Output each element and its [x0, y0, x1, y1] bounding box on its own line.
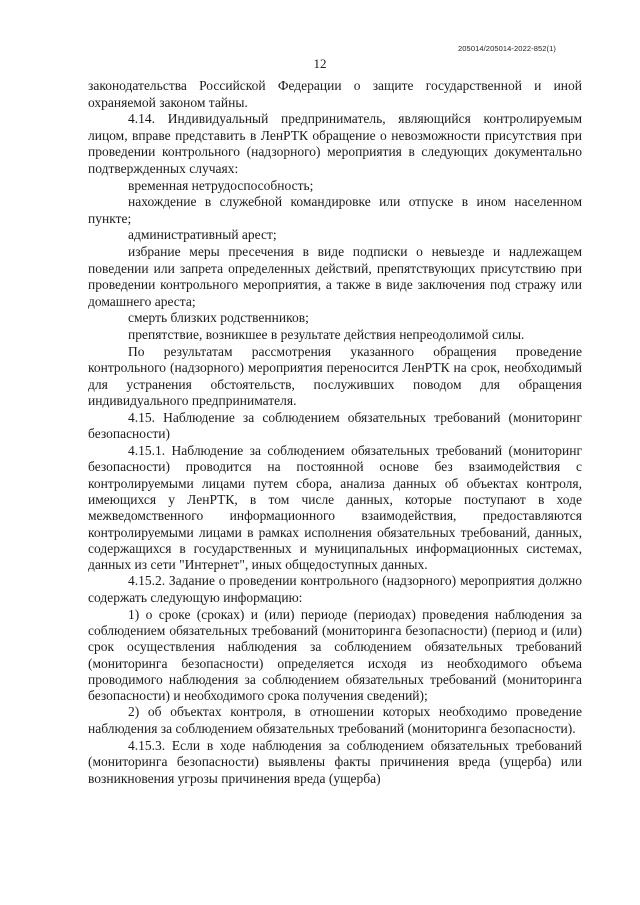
document-id: 205014/205014-2022-852(1) — [458, 44, 556, 53]
page-number: 12 — [313, 56, 327, 71]
paragraph-postponement: По результатам рассмотрения указанного обращения проведение контрольного (надзорного) мероприятия переносится ЛенРТК на срок, необходимый для устранения обстоятельств, послуживших поводом для обращения индивидуального предпринимателя. — [88, 343, 582, 409]
list-item-business-trip: нахождение в служебной командировке или отпуске в ином населенном пункте; — [88, 194, 582, 226]
list-item-death-of-relatives: смерть близких родственников; — [128, 310, 309, 326]
paragraph-4-15-3: 4.15.3. Если в ходе наблюдения за соблюдением обязательных требований (мониторинга безопасности) выявлены факты причинения вреда (ущерба) или возникновения угрозы причинения вреда (ущерба) — [88, 737, 582, 786]
document-body — [88, 78, 582, 787]
paragraph-4-15-2: 4.15.2. Задание о проведении контрольного (надзорного) мероприятия должно содержать следующую информацию: — [88, 573, 582, 606]
list-item-force-majeure: препятствие, возникшее в результате действия непреодолимой силы. — [128, 326, 525, 342]
paragraph-law-continuation: законодательства Российской Федерации о защите государственной и иной охраняемой законом тайны. — [88, 78, 582, 110]
list-item-control-objects: 2) об объектах контроля, в отношении которых необходимо проведение наблюдения за соблюдением обязательных требований (мониторинга безопасности). — [88, 704, 582, 736]
paragraph-4-14: 4.14. Индивидуальный предприниматель, являющийся контролируемым лицом, вправе представить в ЛенРТК обращение о невозможности присутствия при проведении контрольного (надзорного) мероприятия в следующих документально подтвержденных случаях: — [88, 111, 582, 176]
paragraph-4-15-1: 4.15.1. Наблюдение за соблюдением обязательных требований (мониторинг безопасности) проводится на постоянной основе без взаимодействия с контролируемыми лицами путем сбора, анализа данных об объектах контроля, имеющихся у ЛенРТК, в том числе данных, которые поступают в ходе межведомственного информационного взаимодействия, предоставляются контролируемыми лицами в рамках исполнения обязательных требований, данных, содержащихся в государственных и муниципальных информационных системах, данных из сети "Интернет", иных общедоступных данных. — [88, 443, 582, 573]
list-item-preventive-measure: избрание меры пресечения в виде подписки о невыезде и надлежащем поведении или запрета определенных действий, препятствующих присутствию при проведении контрольного мероприятия, а также в виде заключения под стражу или домашнего ареста; — [88, 243, 582, 309]
list-item-observation-period: 1) о сроке (сроках) и (или) периоде (периодах) проведения наблюдения за соблюдением обязательных требований (мониторинга безопасности) (период и (или) срок осуществления наблюдения за соблюдением обязательных требований (мониторинга безопасности) определяется исходя из необходимого объема проводимого наблюдения за соблюдением обязательных требований (мониторинга безопасности) и необходимого срока получения сведений); — [88, 606, 582, 704]
list-item-administrative-arrest: административный арест; — [128, 227, 277, 243]
heading-4-15: 4.15. Наблюдение за соблюдением обязательных требований (мониторинг безопасности) — [88, 409, 582, 442]
list-item-temporary-disability: временная нетрудоспособность; — [128, 177, 314, 193]
